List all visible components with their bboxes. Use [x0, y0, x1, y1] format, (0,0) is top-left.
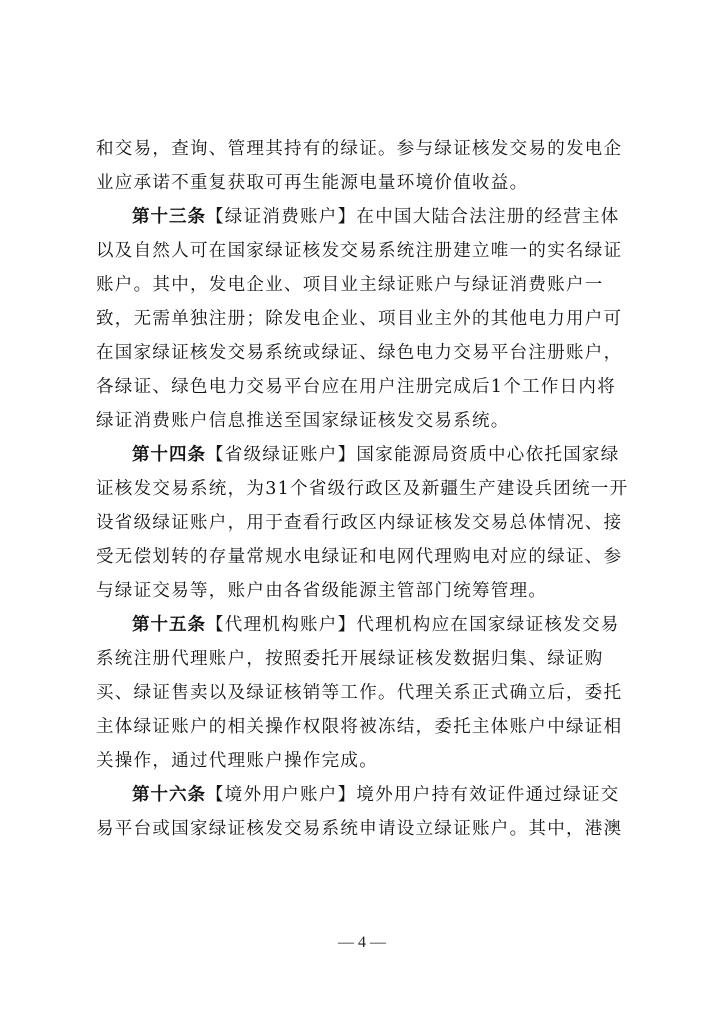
article-heading: 第十五条	[132, 615, 206, 635]
article-heading: 第十四条	[132, 445, 206, 465]
article-13	[96, 200, 634, 438]
article-15	[96, 608, 634, 778]
article-text: 【代理机构账户】代理机构应在国家绿证核发交易系统注册代理账户，按照委托开展绿证核发数据归集、绿证购买、绿证售卖以及绿证核销等工作。代理关系正式确立后，委托主体绿证账户的相关操作权限将被冻结，委托主体账户中绿证相关操作，通过代理账户操作完成。	[96, 615, 623, 771]
article-heading: 第十六条	[132, 785, 206, 805]
article-text: 【绿证消费账户】在中国大陆合法注册的经营主体以及自然人可在国家绿证核发交易系统注册建立唯一的实名绿证账户。其中，发电企业、项目业主绿证账户与绿证消费账户一致，无需单独注册；除发电企业、项目业主外的其他电力用户可在国家绿证核发交易系统或绿证、绿色电力交易平台注册账户，各绿证、绿色电力交易平台应在用户注册完成后1个工作日内将绿证消费账户信息推送至国家绿证核发交易系统。	[96, 207, 623, 431]
article-14	[96, 438, 634, 608]
continuation-paragraph: 和交易，查询、管理其持有的绿证。参与绿证核发交易的发电企业应承诺不重复获取可再生能源电量环境价值收益。	[96, 139, 623, 193]
article-text: 【境外用户账户】境外用户持有效证件通过绿证交易平台或国家绿证核发交易系统申请设立绿证账户。其中，港澳	[96, 785, 623, 839]
page-number: — 4 —	[338, 934, 386, 951]
article-text: 【省级绿证账户】国家能源局资质中心依托国家绿证核发交易系统，为31个省级行政区及新疆生产建设兵团统一开设省级绿证账户，用于查看行政区内绿证核发交易总体情况、接受无偿划转的存量常规水电绿证和电网代理购电对应的绿证、参与绿证交易等，账户由各省级能源主管部门统筹管理。	[96, 445, 629, 601]
article-heading: 第十三条	[132, 207, 206, 227]
article-16	[96, 778, 634, 846]
document-body	[96, 132, 634, 846]
